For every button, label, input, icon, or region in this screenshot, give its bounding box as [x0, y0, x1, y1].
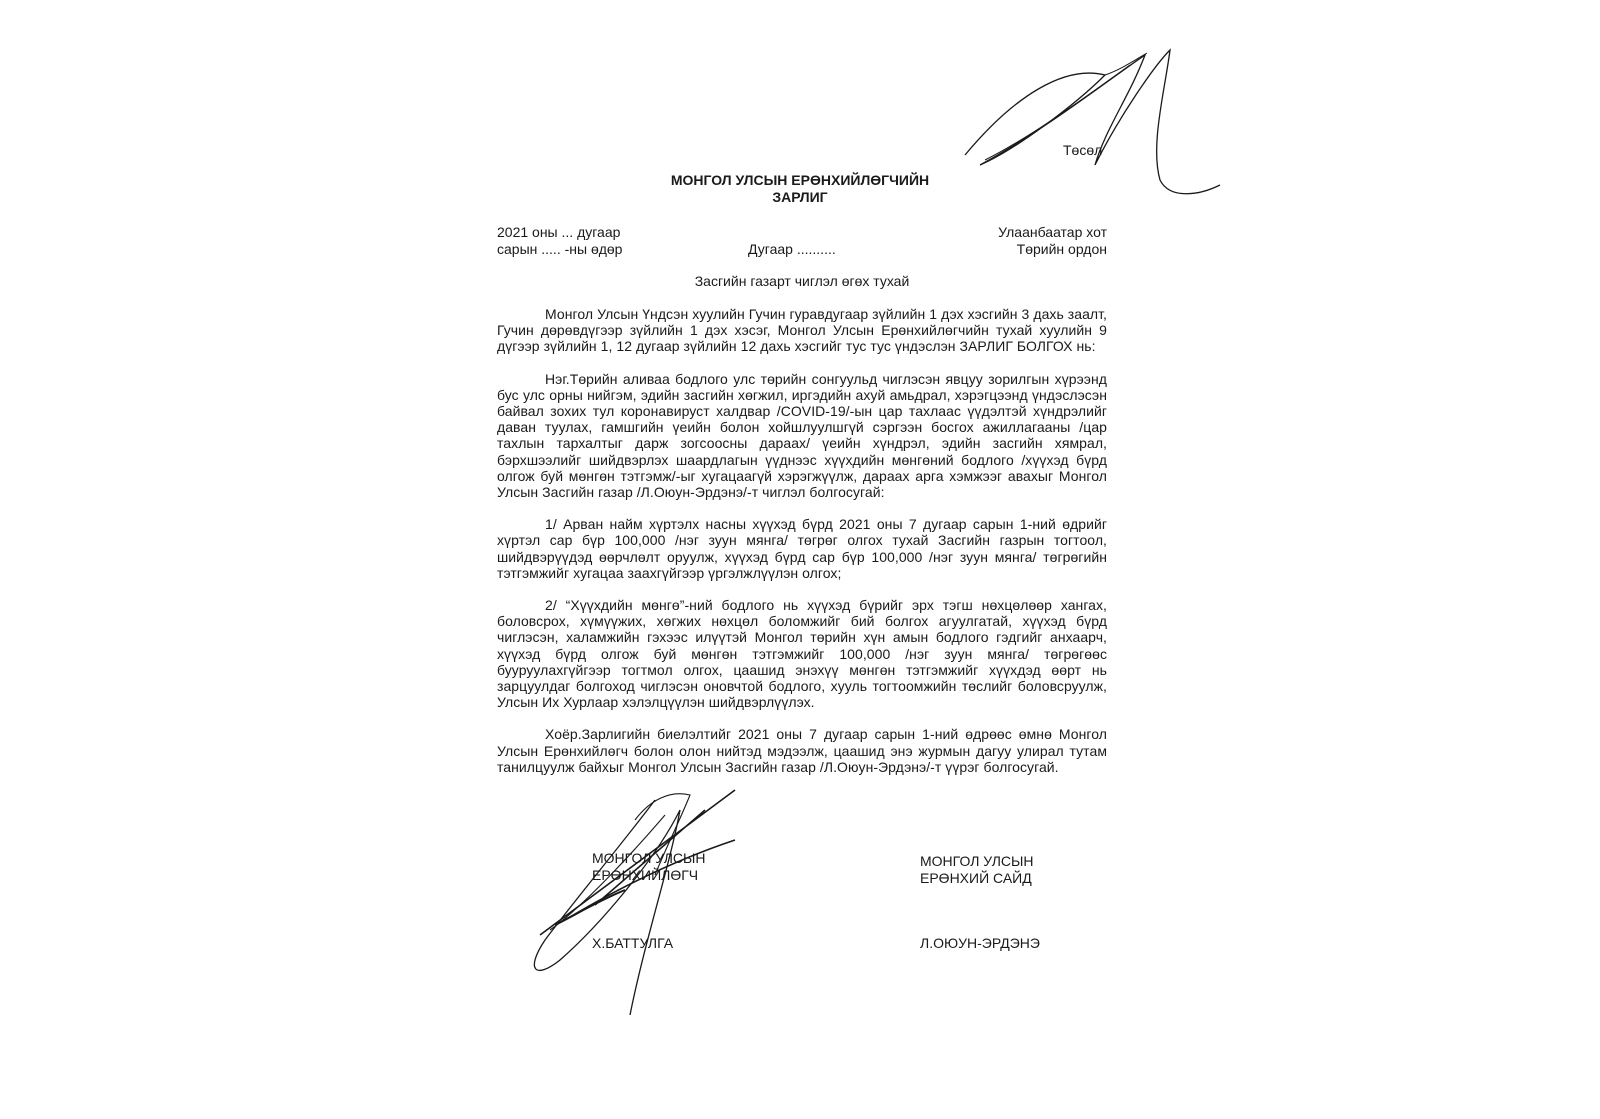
document-subject: Засгийн газарт чиглэл өгөх тухай [694, 273, 910, 289]
signatory-right-title [920, 853, 1034, 887]
paragraph-preamble: Монгол Улсын Үндсэн хуулийн Гучин гуравдугаар зүйлийн 1 дэх хэсгийн 3 дахь заалт, Гучин дөрөвдүгээр зүйлийн 1 дэх хэсэг, Монгол Улсын Ерөнхийлөгчийн тухай хуулийн 9 дүгээр зүйлийн 1, 12 дугаар зүйлийн 12 дахь хэсгийг тус тус үндэслэн ЗАРЛИГ БОЛГОХ нь: [497, 306, 1107, 355]
document-title [600, 172, 1000, 206]
document-body [497, 306, 1107, 791]
paragraph-one: Нэг.Төрийн аливаа бодлого улс төрийн сонгуульд чиглэсэн явцуу зорилгын хүрээнд бус улс орны нийгэм, эдийн засгийн хөгжил, иргэдийн ахуй амьдрал, хэрэгцээнд үндэслэсэн байвал зохих тул коронавируст халдвар /COVID-19/-ын цар тахлаас үүдэлтэй хүндрэлийг даван туулах, гамшгийн үеийн болон хойшлуулшгүй сэргээн босгох ажиллагааны /цар тахлын тархалтыг дарж зогсоосны дараах/ үеийн хүндрэл, эдийн засгийн хямрал, бэрхшээлийг шийдвэрлэх шаардлагын үүднээс хүүхдийн мөнгөний бодлого /хүүхэд бүрд олгож буй мөнгөн тэтгэмж/-ыг хугацаагүй хэрэгжүүлж, дараах арга хэмжээг авахыг Монгол Улсын Засгийн газар /Л.Оюун-Эрдэнэ/-т чиглэл болгосугай: [497, 370, 1107, 501]
draft-label: Төсөл [1063, 142, 1103, 158]
place-line-1: Улаанбаатар хот [998, 224, 1107, 240]
signatory-right-title-line-1: МОНГОЛ УЛСЫН [920, 853, 1034, 869]
signatory-right-name: Л.ОЮУН-ЭРДЭНЭ [920, 935, 1040, 951]
place-block [900, 224, 1107, 258]
signatory-left-title-line-2: ЕРӨНХИЙЛӨГЧ [592, 867, 699, 883]
decree-number: Дугаар .......... [748, 241, 836, 257]
title-line-2: ЗАРЛИГ [772, 189, 828, 205]
date-block [497, 224, 622, 258]
title-line-1: МОНГОЛ УЛСЫН ЕРӨНХИЙЛӨГЧИЙН [670, 172, 930, 188]
date-line-2: сарын ..... -ны өдөр [497, 241, 623, 257]
paragraph-two: Хоёр.Зарлигийн биелэлтийг 2021 оны 7 дугаар сарын 1-ний өдрөөс өмнө Монгол Улсын Ерөнхийлөгч болон олон нийтэд мэдээлж, цаашид энэ журмын дагуу улирал тутам танилцуулж байхыг Монгол Улсын Засгийн газар /Л.Оюун-Эрдэнэ/-т үүрэг болгосугай. [497, 726, 1107, 775]
paragraph-item-2: 2/ “Хүүхдийн мөнгө”-ний бодлого нь хүүхэд бүрийг эрх тэгш нөхцөлөөр хангах, боловсрох, хүмүүжих, хөгжих нөхцөл боломжийг бий болгох агуулгатай, хүүхэд бүрд чиглэсэн, халамжийн гэхээс илүүтэй Монгол төрийн хүн амын бодлого гэдгийг анхаарч, хүүхэд бүрд олгож буй мөнгөн тэтгэмжийг 100,000 /нэг зуун мянга/ төгрөгөөс бууруулахгүйгээр тогтмол олгох, цаашид энэхүү мөнгөн тэтгэмжийг хүүхдэд өөрт нь зарцуулдаг болгоход чиглэсэн оновчтой бодлого, хууль тогтоомжийн төслийг боловсруулж, Улсын Их Хурлаар хэлэлцүүлэн шийдвэрлүүлэх. [497, 597, 1107, 711]
date-line-1: 2021 оны ... дугаар [497, 224, 621, 240]
signatory-left-title-line-1: МОНГОЛ УЛСЫН [592, 850, 706, 866]
signatory-right-title-line-2: ЕРӨНХИЙ САЙД [920, 870, 1032, 886]
signature-bottom [505, 780, 785, 1020]
paragraph-item-1: 1/ Арван найм хүртэлх насны хүүхэд бүрд 2021 оны 7 дугаар сарын 1-ний өдрийг хүртэл сар бүр 100,000 /нэг зуун мянга/ төгрөг олгох тухай Засгийн газрын тогтоол, шийдвэрүүдэд өөрчлөлт оруулж, хүүхэд бүрд сар бүр 100,000 /нэг зуун мянга/ төгрөгийн тэтгэмжийг хугацаа заахгүйгээр үргэлжлүүлэн олгох; [497, 516, 1107, 581]
place-line-2: Төрийн ордон [1016, 241, 1107, 257]
signatory-left-name: Х.БАТТУЛГА [592, 935, 674, 951]
